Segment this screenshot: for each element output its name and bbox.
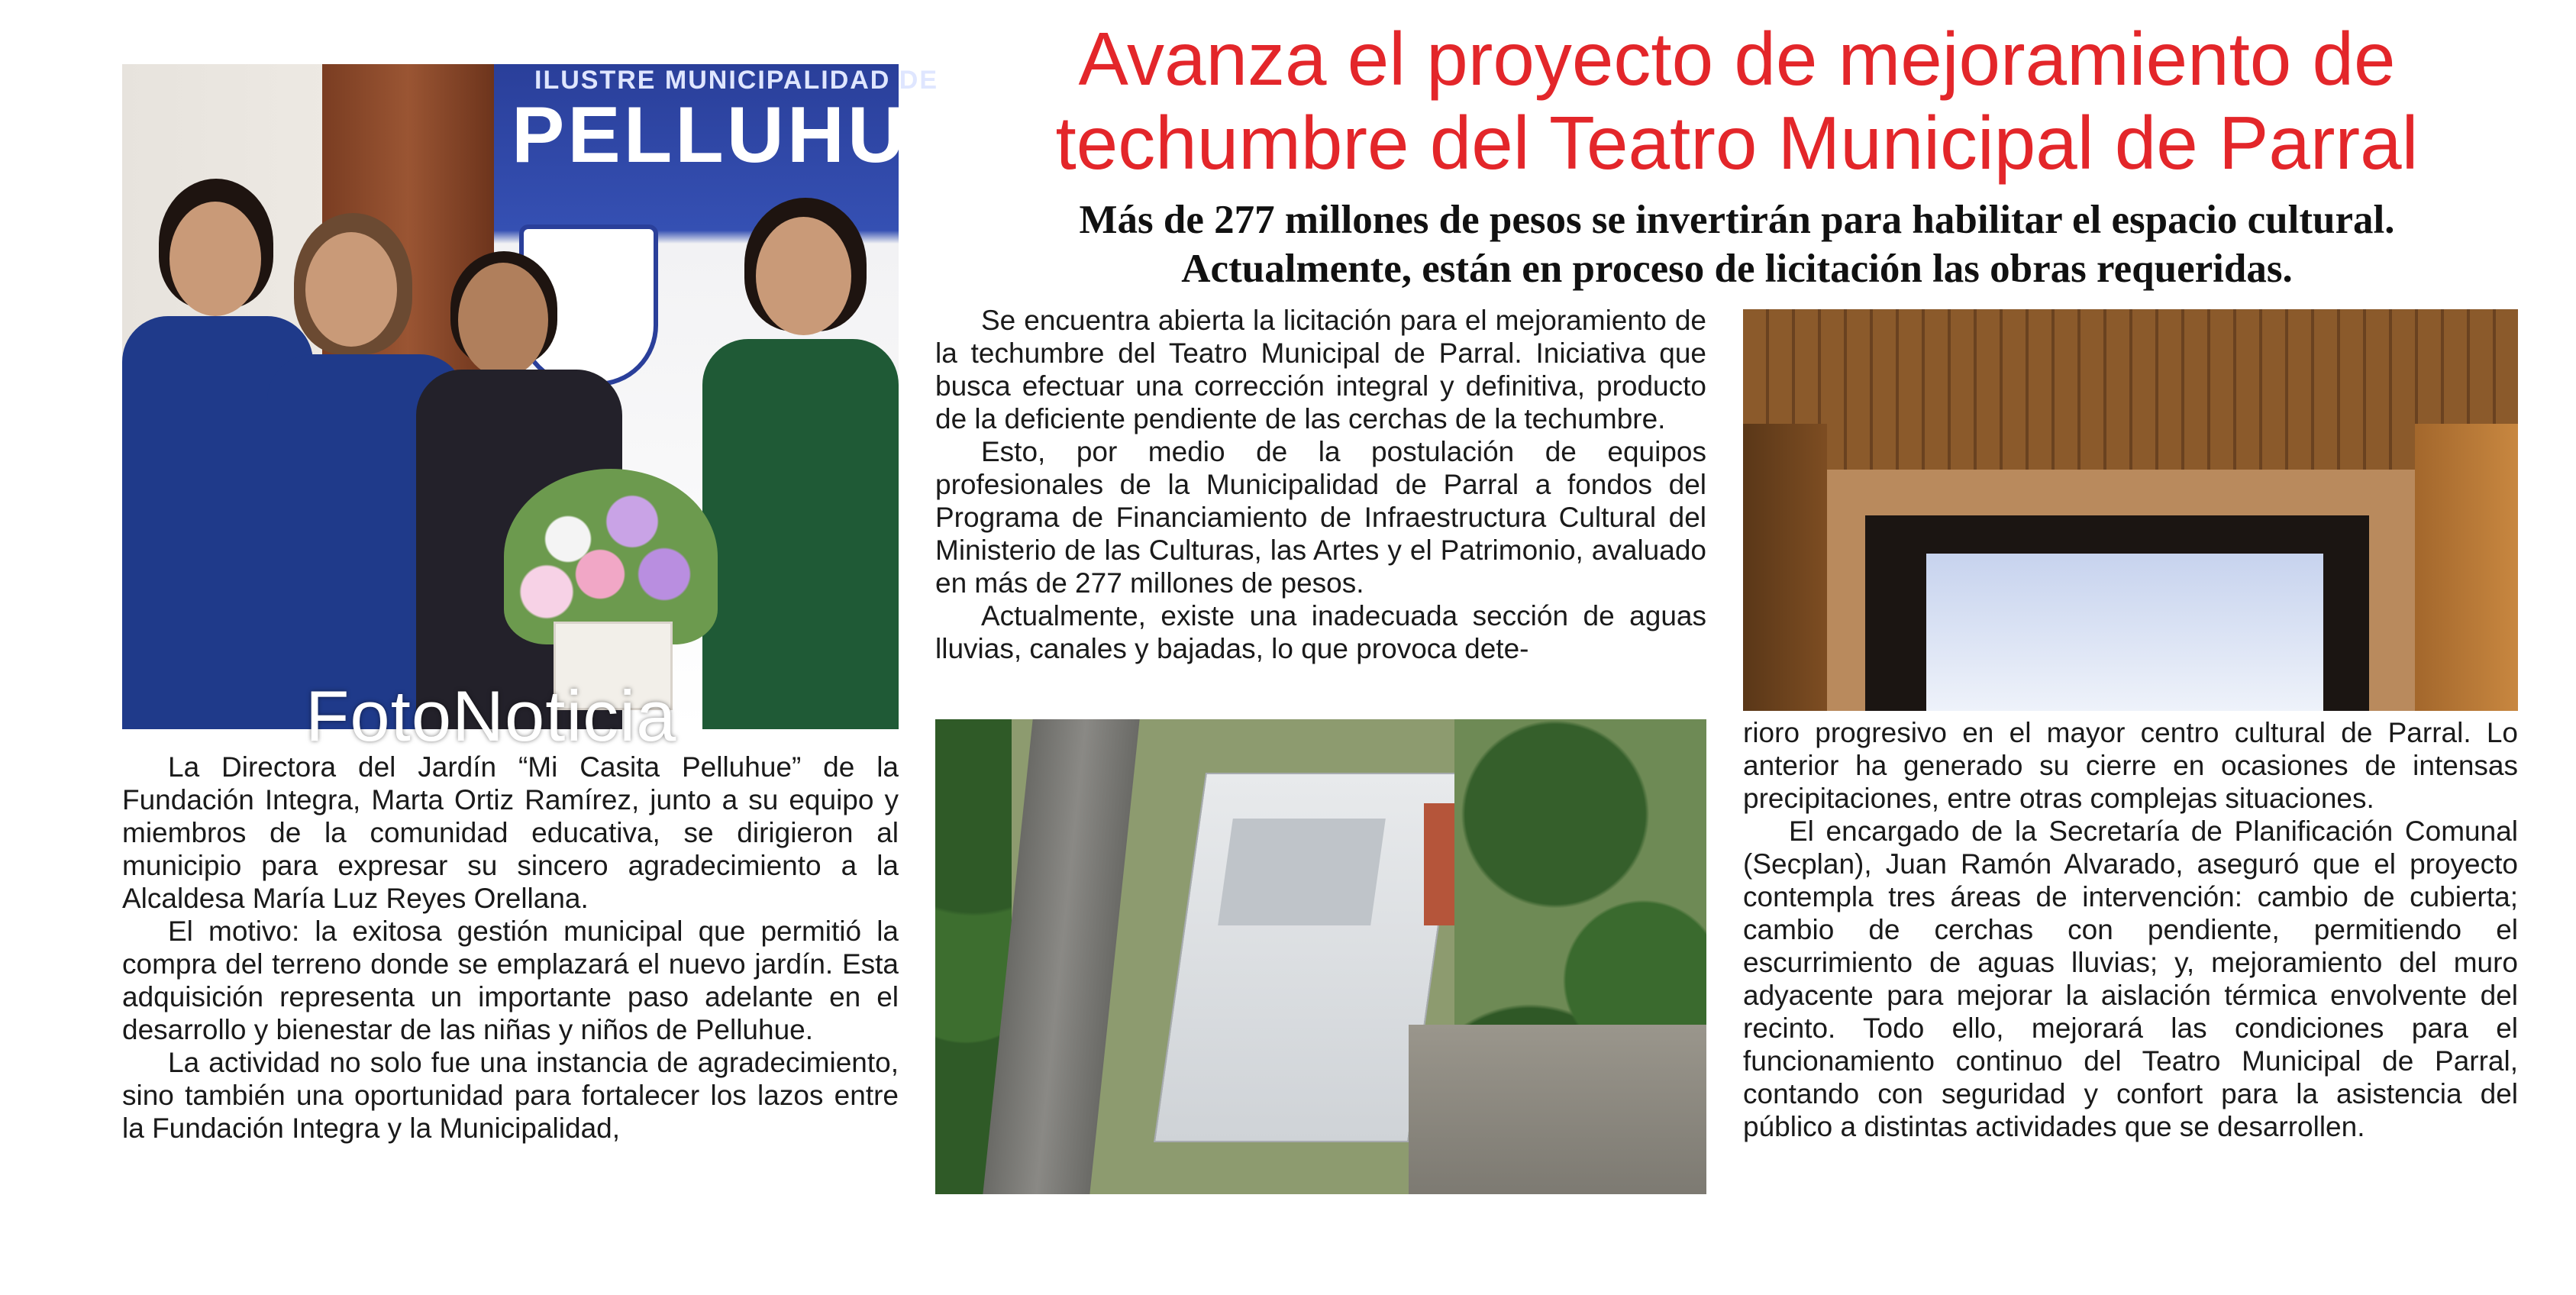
town-buildings <box>1409 1025 1706 1194</box>
subhead-line-1: Más de 277 millones de pesos se invertirán para habilitar el espacio cultural. <box>1079 198 2395 242</box>
article-paragraph: Esto, por medio de la postulación de equipos profesionales de la Municipalidad de Parral a fondos del Programa de Financiamiento de Infraestructura Cultural del Ministerio de las Culturas, las Artes y el Patrimonio, avaluado en más de 277 millones de pesos. <box>935 436 1706 599</box>
banner-top-text: ILUSTRE MUNICIPALIDAD DE <box>534 66 939 95</box>
wooden-ceiling <box>1743 309 2518 492</box>
aerial-theater-photo <box>935 719 1706 1194</box>
stage-screen <box>1926 554 2323 711</box>
wall-left <box>1743 424 1827 711</box>
article-headline: Avanza el proyecto de mejoramiento de techumbre del Teatro Municipal de Parral <box>1055 17 2419 185</box>
roof-block <box>1218 819 1386 925</box>
article-paragraph: Se encuentra abierta la licitación para el mejoramiento de la techumbre del Teatro Municipal de Parral. Iniciativa que busca efectuar una corrección integral y definitiva, producto de la deficiente pendiente de las cerchas de la techumbre. <box>935 305 1706 434</box>
fotonoticia-paragraph: La Directora del Jardín “Mi Casita Pelluhue” de la Fundación Integra, Marta Ortiz Ramírez, junto a su equipo y miembros de la comunidad educativa, se dirigieron al municipio para expresar su sincero agradecimiento a la Alcaldesa María Luz Reyes Orellana. <box>122 751 899 914</box>
fotonoticia-watermark: FotoNoticia <box>305 676 677 756</box>
person-1 <box>122 64 899 729</box>
article-paragraph: rioro progresivo en el mayor centro cultural de Parral. Lo anterior ha generado su cierre en ocasiones de intensas precipitaciones, entre otras complejas situaciones. <box>1743 717 2518 814</box>
fotonoticia-paragraph: La actividad no solo fue una instancia de agradecimiento, sino también una oportunidad para fortalecer los lazos entre la Fundación Integra y la Municipalidad, <box>122 1047 899 1144</box>
article-subhead <box>935 195 2539 293</box>
fotonoticia-photo <box>122 64 964 756</box>
article-paragraph: El encargado de la Secretaría de Planificación Comunal (Secplan), Juan Ramón Alvarado, aseguró que el proyecto contempla tres áreas de intervención: cambio de cubierta; cambio de cerchas con pendiente, permitiendo el escurrimiento de aguas lluvias; y, mejoramiento del muro adyacente para mejorar la aislación térmica envolvente del recinto. Todo ello, mejorará las condiciones para el funcionamiento continuo del Teatro Municipal de Parral, contando con seguridad y confort para la asistencia del público a distintas actividades que se desarrollen. <box>1743 815 2518 1142</box>
article-column-2 <box>1743 716 2518 1143</box>
fotonoticia-paragraph: El motivo: la exitosa gestión municipal que permitió la compra del terreno donde se emplazará el nuevo jardín. Esta adquisición representa un importante paso adelante en el desarrollo y bienestar de las niñas y niños de Pelluhue. <box>122 916 899 1045</box>
flower-bouquet <box>504 469 718 644</box>
article-paragraph: Actualmente, existe una inadecuada sección de aguas lluvias, canales y bajadas, lo que provoca dete- <box>935 600 1706 664</box>
theater-interior-photo <box>1743 309 2518 711</box>
wall-right <box>2415 424 2518 711</box>
subhead-line-2: Actualmente, están en proceso de licitación las obras requeridas. <box>1181 247 2293 291</box>
banner-title-text: PELLUHUE <box>512 91 964 179</box>
fotonoticia-body <box>122 751 899 1145</box>
article-column-1 <box>935 304 1706 665</box>
